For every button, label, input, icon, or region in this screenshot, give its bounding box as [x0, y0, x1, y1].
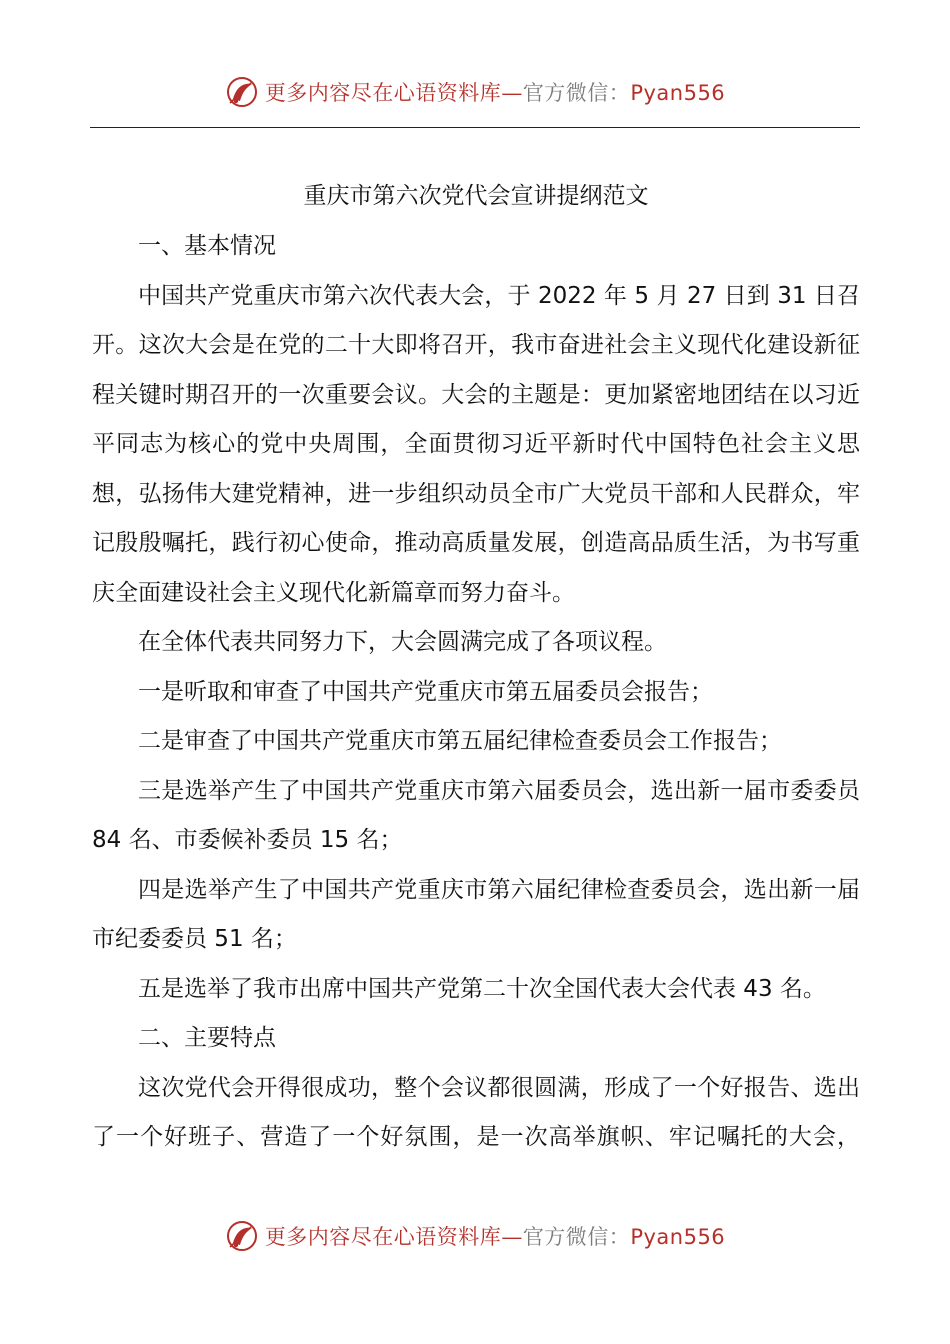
list-item: 一是听取和审查了中国共产党重庆市第五届委员会报告； — [138, 678, 713, 705]
list-item: 二是审查了中国共产党重庆市第五届纪律检查委员会工作报告； — [138, 728, 782, 754]
body-paragraph: 在全体代表共同努力下，大会圆满完成了各项议程。 — [138, 629, 667, 655]
banner-separator: — — [501, 81, 523, 105]
footer-banner-text — [265, 1221, 725, 1251]
document-body — [92, 172, 860, 1163]
banner-wechat-label: 官方微信： — [522, 1225, 631, 1249]
body-paragraph: 这次党代会开得很成功，整个会议都很圆满，形成了一个好报告、选出了一个好班子、营造了一个好氛围，是一次高举旗帜、牢记嘱托的大会， — [92, 1074, 860, 1150]
section-heading: 一、基本情况 — [138, 233, 276, 259]
banner-wechat-id: Pyan556 — [630, 81, 726, 105]
banner-separator: — — [501, 1225, 523, 1249]
header-divider — [90, 127, 860, 128]
header-banner-text — [265, 77, 725, 107]
footer-banner — [0, 1216, 950, 1256]
list-item: 五是选举了我市出席中国共产党第二十次全国代表大会代表 43 名。 — [138, 975, 826, 1002]
list-item: 三是选举产生了中国共产党重庆市第六届委员会，选出新一届市委委员 84 名、市委候补委员 15 名； — [92, 777, 860, 853]
header-banner — [0, 72, 950, 112]
section-heading: 二、主要特点 — [138, 1025, 276, 1051]
document-title: 重庆市第六次党代会宣讲提纲范文 — [303, 183, 649, 209]
list-item: 四是选举产生了中国共产党重庆市第六届纪律检查委员会，选出新一届市纪委委员 51 名； — [92, 876, 860, 952]
banner-wechat-id: Pyan556 — [630, 1225, 726, 1249]
banner-main-text: 更多内容尽在心语资料库 — [264, 81, 502, 105]
banner-wechat-label: 官方微信： — [522, 81, 631, 105]
brand-logo-icon — [225, 1219, 259, 1253]
brand-logo-icon — [225, 75, 259, 109]
body-paragraph: 中国共产党重庆市第六次代表大会，于 2022 年 5 月 27 日到 31 日召开。这次大会是在党的二十大即将召开，我市奋进社会主义现代化建设新征程关键时期召开的一次重要会议。大会的主题是：更加紧密地团结在以习近平同志为核心的党中央周围，全面贯彻习近平新时代中国特色社会主义思想，弘扬伟大建党精神，进一步组织动员全市广大党员干部和人民群众，牢记殷殷嘱托，践行初心使命，推动高质量发展，创造高品质生活，为书写重庆全面建设社会主义现代化新篇章而努力奋斗。 — [92, 282, 860, 606]
banner-main-text: 更多内容尽在心语资料库 — [264, 1225, 502, 1249]
